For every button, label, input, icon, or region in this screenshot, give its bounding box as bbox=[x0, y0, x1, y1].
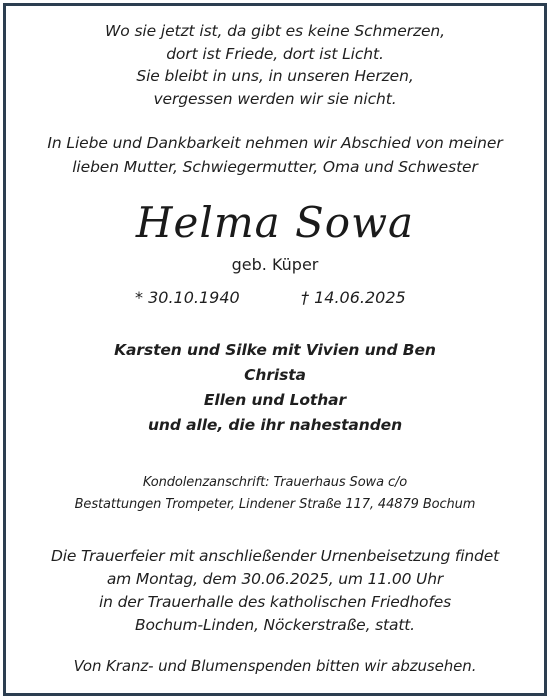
mourner-line: Christa bbox=[244, 366, 306, 384]
death-date: † 14.06.2025 bbox=[301, 288, 406, 307]
service-line: in der Trauerhalle des katholischen Friedhofes bbox=[99, 593, 451, 611]
funeral-service-info bbox=[0, 545, 550, 637]
intro-line: lieben Mutter, Schwiegermutter, Oma und Schwester bbox=[72, 158, 478, 176]
poem-line: Wo sie jetzt ist, da gibt es keine Schmerzen, bbox=[105, 22, 445, 40]
life-dates bbox=[0, 286, 550, 310]
intro-line: In Liebe und Dankbarkeit nehmen wir Abschied von meiner bbox=[47, 134, 503, 152]
birth-name: geb. Küper bbox=[231, 255, 319, 274]
mourners-list bbox=[0, 338, 550, 438]
birth-date: * 30.10.1940 bbox=[135, 288, 240, 307]
farewell-intro bbox=[0, 131, 550, 179]
deceased-name: Helma Sowa bbox=[135, 198, 415, 247]
condolence-address bbox=[0, 472, 550, 516]
service-line: Bochum-Linden, Nöckerstraße, statt. bbox=[135, 616, 415, 634]
poem-line: Sie bleibt in uns, in unseren Herzen, bbox=[136, 67, 414, 85]
poem-line: vergessen werden wir sie nicht. bbox=[153, 89, 397, 108]
service-line: Die Trauerfeier mit anschließender Urnenbeisetzung findet bbox=[50, 547, 500, 565]
address-line: Kondolenzanschrift: Trauerhaus Sowa c/o bbox=[142, 475, 408, 490]
service-line: am Montag, dem 30.06.2025, um 11.00 Uhr bbox=[106, 570, 444, 588]
poem-line: dort ist Friede, dort ist Licht. bbox=[166, 44, 384, 63]
closing-note: Von Kranz- und Blumenspenden bitten wir abzusehen. bbox=[73, 657, 477, 675]
memorial-poem bbox=[0, 20, 550, 110]
mourner-line: und alle, die ihr nahestanden bbox=[147, 416, 403, 434]
address-line: Bestattungen Trompeter, Lindener Straße 117, 44879 Bochum bbox=[74, 497, 476, 512]
mourner-line: Ellen und Lothar bbox=[203, 391, 347, 409]
mourner-line: Karsten und Silke mit Vivien und Ben bbox=[114, 341, 436, 359]
